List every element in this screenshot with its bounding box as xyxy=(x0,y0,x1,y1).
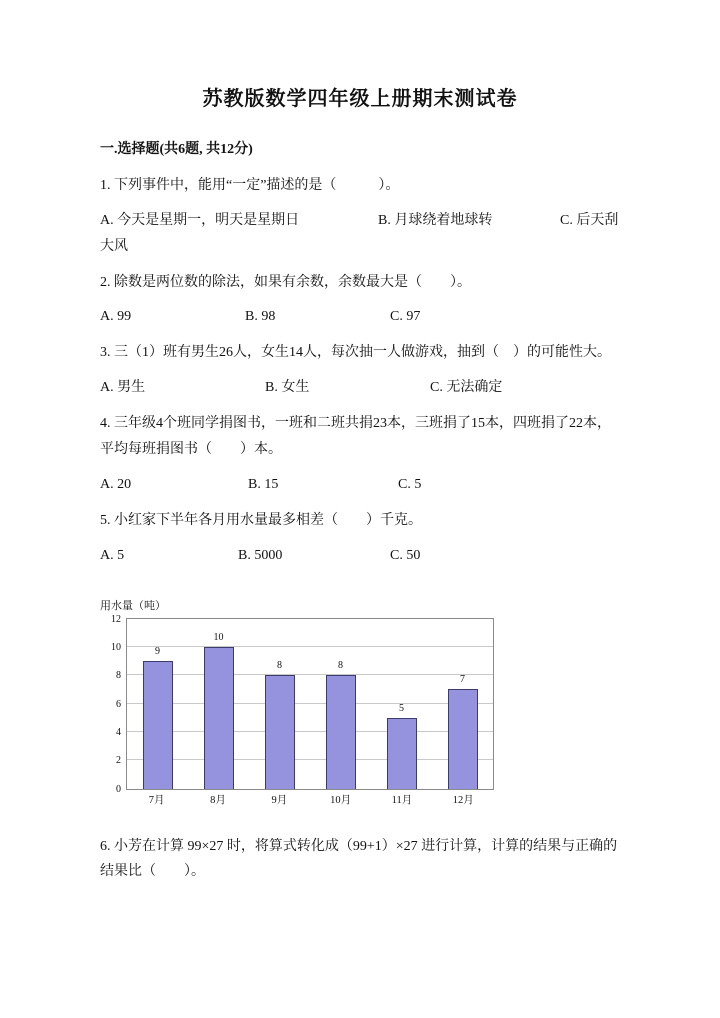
x-axis-label: 8月 xyxy=(210,794,226,806)
q3-option-a: A. 男生 xyxy=(100,380,146,396)
x-axis-label: 7月 xyxy=(148,794,165,806)
gridline xyxy=(127,731,493,732)
chart-bar-6 xyxy=(448,674,478,788)
q1-option-a: A. 今天是星期一，明天是星期日 xyxy=(100,212,300,228)
chart-bar-1 xyxy=(143,646,173,789)
q3-option-c: C. 无法确定 xyxy=(430,380,503,396)
q5-option-b: B. 5000 xyxy=(238,547,283,563)
x-axis-label: 9月 xyxy=(271,794,288,806)
chart-y-axis-title: 用水量（吨） xyxy=(100,599,166,612)
q2-option-c: C. 97 xyxy=(390,309,421,325)
bar-value-label: 5 xyxy=(399,702,404,714)
chart-bar-3 xyxy=(265,660,295,788)
chart-plot-area xyxy=(126,618,494,790)
y-axis-tick: 12 xyxy=(111,613,121,625)
chart-x-axis xyxy=(126,790,494,808)
chart-bar-5 xyxy=(387,702,417,789)
q3-option-b: B. 女生 xyxy=(265,380,310,396)
q1-option-b: B. 月球绕着地球转 xyxy=(378,212,493,228)
bar-value-label: 8 xyxy=(338,660,343,672)
chart-y-axis xyxy=(100,613,126,795)
q1-option-c: C. 后天刮大风 xyxy=(100,212,619,254)
chart-bar-2 xyxy=(204,631,234,789)
bar-value-label: 8 xyxy=(277,660,282,672)
gridline xyxy=(127,646,493,647)
x-axis-label: 12月 xyxy=(452,794,474,806)
chart-bar-4 xyxy=(326,660,356,788)
bar-value-label: 9 xyxy=(155,646,160,658)
q4-option-b: B. 15 xyxy=(248,476,279,492)
question-5-text: 5. 小红家下半年各月用水量最多相差（ ）千克。 xyxy=(100,512,422,528)
y-axis-tick: 0 xyxy=(116,783,121,795)
gridline xyxy=(127,674,493,675)
page-title: 苏教版数学四年级上册期末测试卷 xyxy=(202,88,518,110)
q2-option-b: B. 98 xyxy=(245,309,276,325)
x-axis-label: 10月 xyxy=(330,794,352,806)
q5-option-a: A. 5 xyxy=(100,547,125,563)
y-axis-tick: 6 xyxy=(116,698,121,710)
y-axis-tick: 10 xyxy=(111,641,121,653)
question-1-text: 1. 下列事件中，能用“一定”描述的是（ ）。 xyxy=(100,177,400,193)
question-6-text: 6. 小芳在计算 99×27 时，将算式转化成（99+1）×27 进行计算，计算的结果与正确的结果比（ ）。 xyxy=(100,838,618,880)
question-5-options xyxy=(100,543,620,569)
bar-value-label: 10 xyxy=(213,631,224,643)
water-usage-bar-chart xyxy=(100,599,496,808)
question-4-text: 4. 三年级4个班同学捐图书，一班和二班共捐23本，三班捐了15本，四班捐了22本，平均每班捐图书（ ）本。 xyxy=(100,416,611,458)
section-header: 一.选择题(共6题, 共12分) xyxy=(100,142,253,157)
bar-value-label: 7 xyxy=(460,674,465,686)
question-1-options xyxy=(100,208,620,260)
q4-option-c: C. 5 xyxy=(398,476,422,492)
gridline xyxy=(127,703,493,704)
question-3-text: 3. 三（1）班有男生26人，女生14人，每次抽一人做游戏，抽到（ ）的可能性大。 xyxy=(100,345,611,361)
q4-option-a: A. 20 xyxy=(100,476,132,492)
x-axis-label: 11月 xyxy=(391,794,413,806)
chart-body xyxy=(100,613,496,795)
q5-option-c: C. 50 xyxy=(390,547,421,563)
q2-option-a: A. 99 xyxy=(100,309,132,325)
y-axis-tick: 8 xyxy=(116,670,121,682)
question-4-options xyxy=(100,472,620,498)
gridline xyxy=(127,759,493,760)
question-3-options xyxy=(100,375,620,401)
y-axis-tick: 2 xyxy=(116,755,121,767)
y-axis-tick: 4 xyxy=(116,726,121,738)
question-2-text: 2. 除数是两位数的除法，如果有余数，余数最大是（ ）。 xyxy=(100,274,471,290)
question-2-options xyxy=(100,304,620,330)
